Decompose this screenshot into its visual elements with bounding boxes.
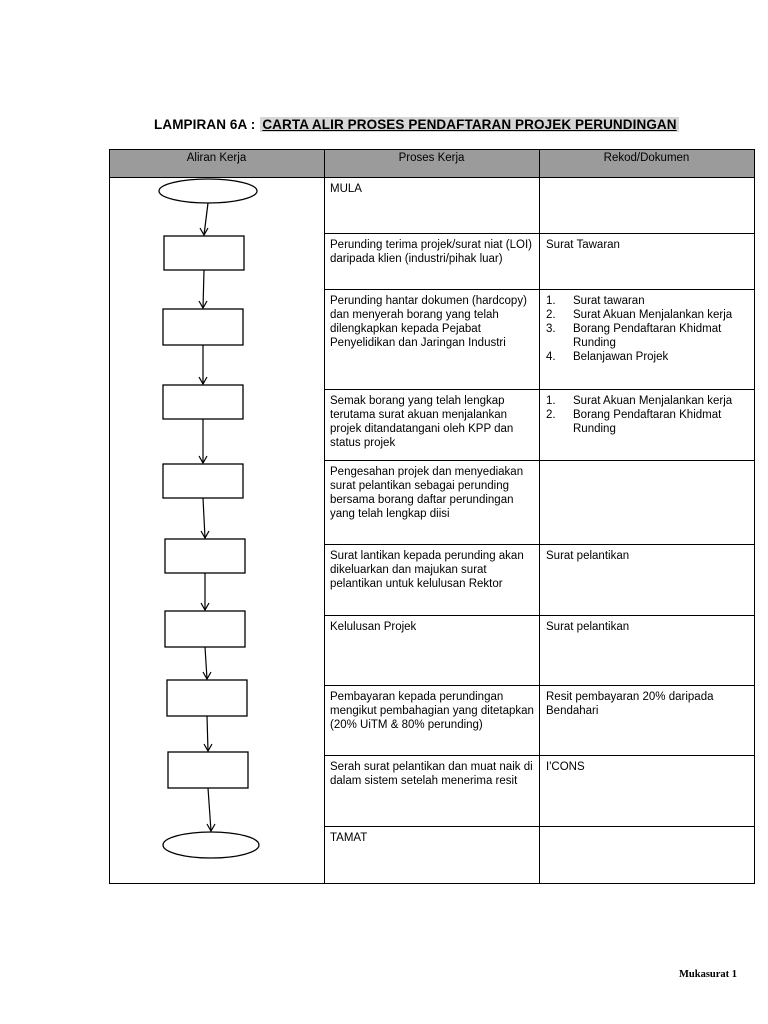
record-cell	[546, 294, 754, 364]
header-divider	[109, 177, 755, 178]
table-border-top	[109, 149, 755, 150]
flow-arrow-line	[205, 647, 207, 679]
record-text: Surat Akuan Menjalankan kerja	[573, 309, 733, 321]
page-number: Mukasurat 1	[679, 969, 738, 980]
record-number: 2.	[546, 409, 556, 421]
record-number: 1.	[546, 295, 556, 307]
header-proses-kerja: Proses Kerja	[324, 149, 539, 177]
row-divider	[324, 389, 754, 390]
page-title	[154, 117, 679, 132]
process-cell: Perunding terima projek/surat niat (LOI) daripada klien (industri/pihak luar)	[330, 239, 532, 265]
table-border-right	[754, 149, 755, 883]
flow-arrow-line	[203, 270, 204, 308]
process-cell: Pengesahan projek dan menyediakan surat pelantikan sebagai perunding bersama borang daftar perundingan yang telah lengkap diisi	[330, 466, 524, 520]
header-aliran-kerja: Aliran Kerja	[109, 149, 324, 177]
end-terminal-shape	[163, 832, 259, 858]
flow-arrow-line	[207, 716, 208, 751]
row-divider	[324, 615, 754, 616]
record-list-item	[546, 322, 754, 350]
process-box-shape	[163, 385, 243, 419]
record-cell: I'CONS	[546, 761, 585, 773]
record-number: 3.	[546, 323, 556, 335]
table-border-left	[109, 149, 110, 883]
record-list-item	[546, 408, 754, 436]
process-cell: TAMAT	[330, 832, 368, 844]
process-cell: Serah surat pelantikan dan muat naik di dalam sistem setelah menerima resit	[330, 761, 533, 787]
record-text: Surat tawaran	[573, 295, 645, 307]
record-text: Belanjawan Projek	[573, 351, 669, 363]
row-divider	[324, 233, 754, 234]
flowchart-diagram	[109, 149, 324, 883]
start-terminal-shape	[159, 179, 257, 203]
header-rekod-dokumen: Rekod/Dokumen	[539, 149, 754, 177]
row-divider	[324, 826, 754, 827]
row-divider	[324, 755, 754, 756]
record-text: Borang Pendaftaran Khidmat Runding	[573, 409, 722, 435]
process-cell: Perunding hantar dokumen (hardcopy) dan menyerah borang yang telah dilengkapkan kepada Pejabat Penyelidikan dan Jaringan Industri	[330, 295, 527, 349]
row-divider	[324, 544, 754, 545]
process-box-shape	[168, 752, 248, 788]
flow-arrow-line	[203, 498, 205, 538]
process-cell: MULA	[330, 183, 362, 195]
process-box-shape	[163, 309, 243, 345]
record-list-item	[546, 294, 754, 308]
record-number: 4.	[546, 351, 556, 363]
record-cell: Surat Tawaran	[546, 239, 620, 251]
record-cell: Resit pembayaran 20% daripada Bendahari	[546, 691, 714, 717]
column-divider	[539, 149, 540, 883]
title-prefix: LAMPIRAN 6A :	[154, 117, 256, 132]
record-list-item	[546, 350, 754, 364]
record-number: 1.	[546, 395, 556, 407]
process-cell: Pembayaran kepada perundingan mengikut pembahagian yang ditetapkan (20% UiTM & 80% perunding)	[330, 691, 534, 731]
record-cell: Surat pelantikan	[546, 550, 630, 562]
record-list	[546, 294, 754, 364]
process-box-shape	[164, 236, 244, 270]
process-cell: Kelulusan Projek	[330, 621, 417, 633]
record-list	[546, 394, 754, 436]
title-subject: CARTA ALIR PROSES PENDAFTARAN PROJEK PERUNDINGAN	[262, 117, 677, 132]
record-text: Surat Akuan Menjalankan kerja	[573, 395, 733, 407]
flowchart-table	[109, 149, 754, 883]
process-box-shape	[165, 611, 245, 647]
process-cell: Surat lantikan kepada perunding akan dikeluarkan dan majukan surat pelantikan untuk kelulusan Rektor	[330, 550, 524, 590]
process-box-shape	[167, 680, 247, 716]
table-border-bottom	[109, 883, 755, 884]
row-divider	[324, 685, 754, 686]
record-cell	[546, 394, 754, 436]
flow-arrow-line	[208, 788, 211, 831]
record-cell: Surat pelantikan	[546, 621, 630, 633]
row-divider	[324, 460, 754, 461]
process-box-shape	[165, 539, 245, 573]
row-divider	[324, 289, 754, 290]
process-box-shape	[163, 464, 243, 498]
process-cell: Semak borang yang telah lengkap terutama surat akuan menjalankan projek ditandatangani oleh KPP dan status projek	[330, 395, 514, 449]
record-text: Borang Pendaftaran Khidmat Runding	[573, 323, 722, 349]
record-list-item	[546, 394, 754, 408]
record-number: 2.	[546, 309, 556, 321]
column-divider	[324, 149, 325, 883]
record-list-item	[546, 308, 754, 322]
